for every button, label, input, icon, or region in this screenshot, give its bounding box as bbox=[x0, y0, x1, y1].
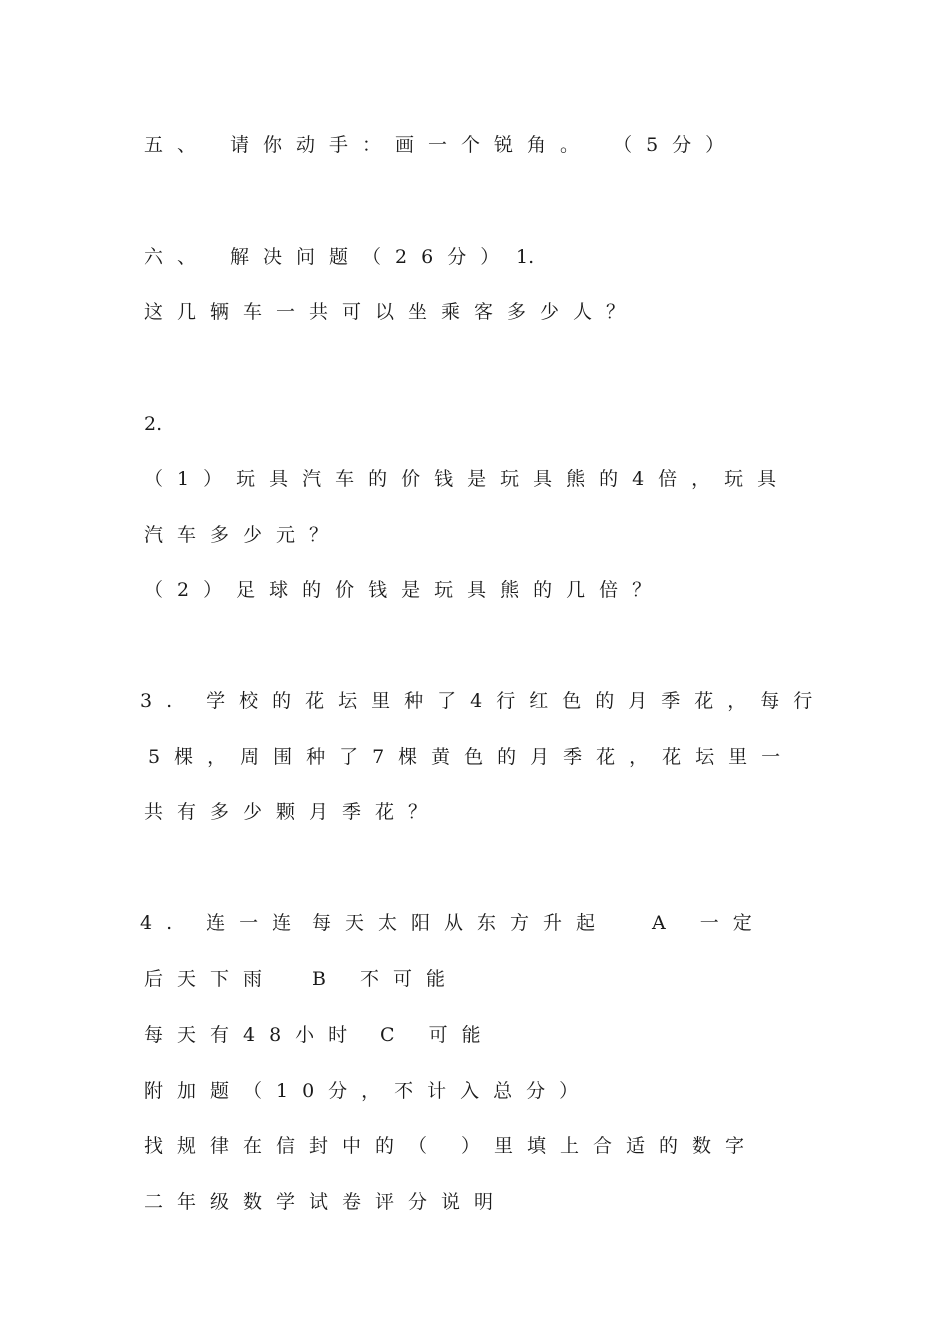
question-4-option-a: A 一定 bbox=[652, 912, 766, 934]
question-4-item1: 每天太阳从东方升起 bbox=[312, 912, 610, 934]
section5-title: 五、 请你动手：画一个锐角。 （5分） bbox=[144, 134, 739, 156]
question-3-line2: 5棵，周围种了7棵黄色的月季花，花坛里一 bbox=[148, 746, 795, 768]
question-1-text: 这几辆车一共可以坐乘客多少人？ bbox=[144, 301, 640, 323]
bonus-heading: 附加题（10分，不计入总分） bbox=[144, 1080, 593, 1102]
question-3-line1: 3. 学校的花坛里种了4行红色的月季花，每行 bbox=[140, 690, 827, 712]
footer-title: 二年级数学试卷评分说明 bbox=[144, 1191, 508, 1213]
question-4-option-c: C 可能 bbox=[380, 1024, 495, 1046]
question-4-item2: 后天下雨 bbox=[144, 968, 277, 990]
question-2-part1-line1: （1）玩具汽车的价钱是玩具熊的4倍，玩具 bbox=[144, 468, 791, 490]
question-2-part1-line2: 汽车多少元？ bbox=[144, 524, 343, 546]
question-1-number: 1. bbox=[516, 246, 535, 268]
question-3-line3: 共有多少颗月季花？ bbox=[144, 801, 442, 823]
question-4-item3: 每天有48小时 bbox=[144, 1024, 362, 1046]
question-2-part2: （2）足球的价钱是玩具熊的几倍？ bbox=[144, 579, 666, 601]
question-4-heading: 4. 连一连 bbox=[140, 912, 306, 934]
question-4-option-b: B 不可能 bbox=[312, 968, 460, 990]
bonus-task: 找规律在信封中的（ ）里填上合适的数字 bbox=[144, 1135, 759, 1157]
section6-heading: 六、 解决问题（26分） bbox=[144, 246, 514, 268]
question-2-number: 2. bbox=[144, 413, 163, 435]
